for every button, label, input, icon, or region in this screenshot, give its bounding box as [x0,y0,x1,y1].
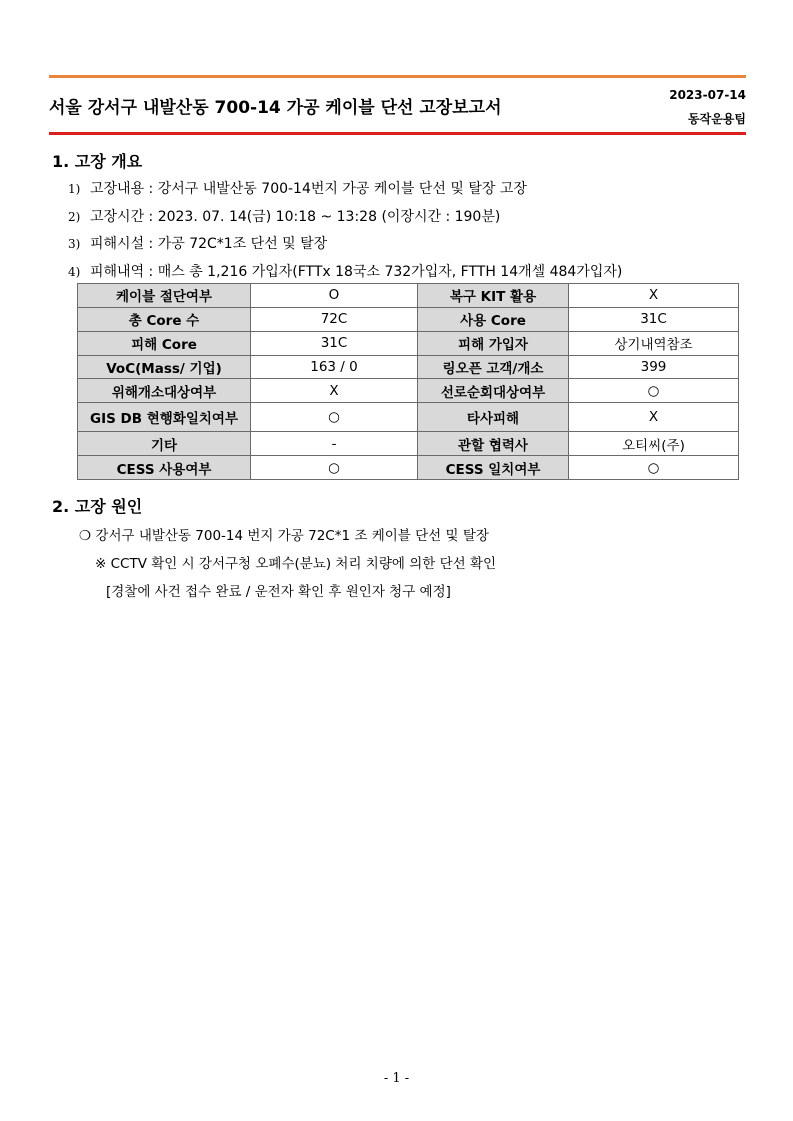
fault-status-table [77,283,739,480]
table-value-cell: 31C [569,307,739,331]
table-value-cell: ○ [569,379,739,403]
bullet-icon: ❍ [79,528,92,544]
table-value-cell: 72C [251,307,418,331]
report-date: 2023-07-14 [669,88,746,102]
section-1-heading: 1. 고장 개요 [52,152,143,171]
table-value-cell: ○ [569,456,739,480]
report-team: 동작운용팀 [688,112,746,126]
table-label-cell: VoC(Mass/ 기업) [78,355,251,379]
section-2-heading: 2. 고장 원인 [52,497,143,516]
item-text: 피해시설 : 가공 72C*1조 단선 및 탈장 [90,236,328,252]
table-label-cell: 피해 가입자 [418,331,569,355]
item-number: 4) [68,265,81,279]
table-value-cell: ○ [251,403,418,432]
item-text: 피해내역 : 매스 총 1,216 가입자(FTTx 18국소 732가입자, FTTH 14개셀 484가입자) [90,264,623,280]
table-value-cell: X [569,403,739,432]
table-value-cell: O [251,284,418,308]
table-label-cell: CESS 사용여부 [78,456,251,480]
table-label-cell: 복구 KIT 활용 [418,284,569,308]
table-label-cell: 사용 Core [418,307,569,331]
page-number: - 1 - [383,1071,410,1086]
document-title: 서울 강서구 내발산동 700-14 가공 케이블 단선 고장보고서 [49,98,502,118]
table-row [78,432,739,456]
table-value-cell: 399 [569,355,739,379]
overview-item-time [68,206,500,226]
table-value-cell: X [569,284,739,308]
table-row [78,355,739,379]
table-label-cell: 위해개소대상여부 [78,379,251,403]
cause-text: 강서구 내발산동 700-14 번지 가공 72C*1 조 케이블 단선 및 탈장 [95,528,489,544]
table-value-cell: 오티씨(주) [569,432,739,456]
table-label-cell: 선로순회대상여부 [418,379,569,403]
overview-item-facility [68,233,327,253]
cause-followup: [경찰에 사건 접수 완료 / 운전자 확인 후 원인자 청구 예정] [106,584,451,600]
table-row [78,284,739,308]
table-row [78,403,739,432]
table-row [78,307,739,331]
table-label-cell: 총 Core 수 [78,307,251,331]
table-value-cell: 상기내역참조 [569,331,739,355]
overview-item-content [68,178,527,198]
item-number: 1) [68,182,81,196]
table-row [78,456,739,480]
item-text: 고장시간 : 2023. 07. 14(금) 10:18 ~ 13:28 (이장시간 : 190분) [90,209,501,225]
table-value-cell: 31C [251,331,418,355]
header-bottom-rule [49,132,746,135]
table-label-cell: 피해 Core [78,331,251,355]
table-label-cell: 링오픈 고객/개소 [418,355,569,379]
table-value-cell: 163 / 0 [251,355,418,379]
table-label-cell: 기타 [78,432,251,456]
header-top-rule [49,75,746,78]
table-label-cell: 관할 협력사 [418,432,569,456]
table-label-cell: 타사피해 [418,403,569,432]
overview-item-damage [68,261,622,281]
item-text: 고장내용 : 강서구 내발산동 700-14번지 가공 케이블 단선 및 탈장 고장 [90,181,527,197]
item-number: 2) [68,210,81,224]
table-label-cell: 케이블 절단여부 [78,284,251,308]
table-label-cell: GIS DB 현행화일치여부 [78,403,251,432]
cause-main [79,524,489,544]
item-number: 3) [68,237,81,251]
table-row [78,379,739,403]
table-label-cell: CESS 일치여부 [418,456,569,480]
table-row [78,331,739,355]
table-value-cell: X [251,379,418,403]
table-value-cell: - [251,432,418,456]
table-value-cell: ○ [251,456,418,480]
cause-note: ※ CCTV 확인 시 강서구청 오폐수(분뇨) 처리 치량에 의한 단선 확인 [95,556,497,572]
